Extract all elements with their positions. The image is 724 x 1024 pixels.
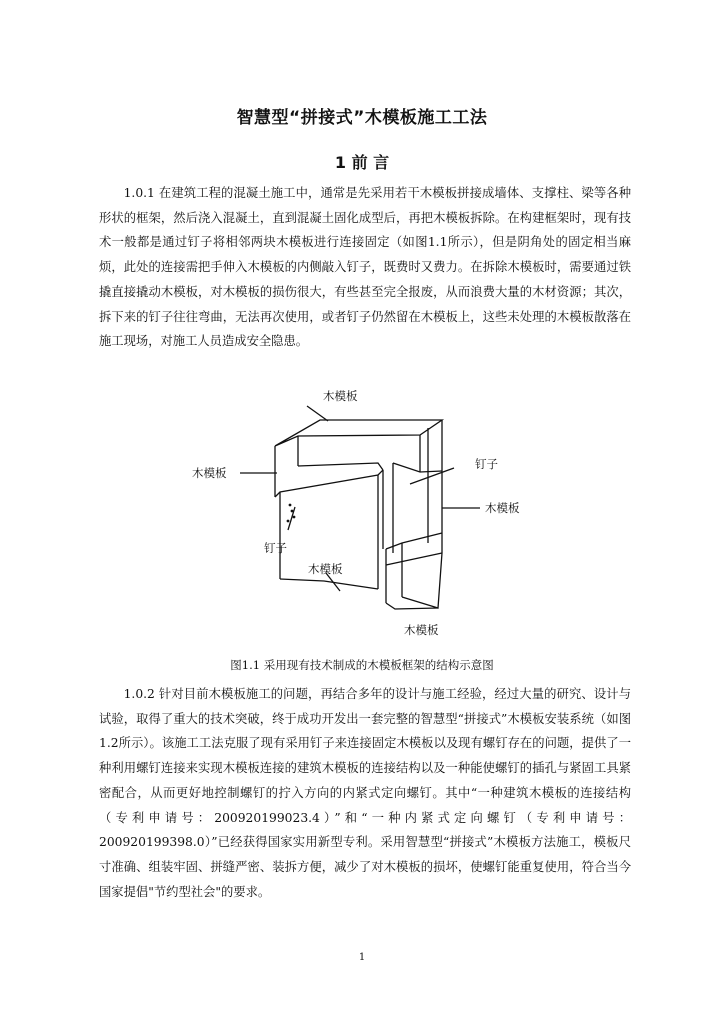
figure-caption: 图1.1 采用现有技术制成的木模板框架的结构示意图	[230, 658, 494, 672]
label-nail-right: 钉子	[475, 457, 498, 471]
label-below-formwork: 木模板	[404, 623, 439, 637]
page-number: 1	[358, 952, 366, 963]
formwork-frame-diagram	[180, 383, 540, 645]
label-right-formwork: 木模板	[485, 501, 520, 515]
formwork-frame-lines	[240, 406, 480, 609]
label-nail-bottom: 钉子	[264, 541, 287, 555]
document-title: 智慧型“拼接式”木模板施工工法	[236, 108, 488, 128]
paragraph-1-0-1: 1.0.1 在建筑工程的混凝土施工中，通常是先采用若干木模板拼接成墙体、支撑柱、梁等各种形状的框架，然后浇入混凝土，直到混凝土固化成型后，再把木模板拆除。在构建框架时，现有技术一般都是通过钉子将相邻两块木模板进行连接固定（如图1.1所示），但是阴角处的固定相当麻烦，此处的连接需把手伸入木模板的内侧敲入钉子，既费时又费力。在拆除木模板时，需要通过铁撬直接撬动木模板，对木模板的损伤很大，有些甚至完全报废，从而浪费大量的木材资源；其次，拆下来的钉子往往弯曲，无法再次使用，或者钉子仍然留在木模板上，这些未处理的木模板散落在施工现场，对施工人员造成安全隐患。	[99, 186, 631, 349]
paragraph-1-0-2: 1.0.2 针对目前木模板施工的问题，再结合多年的设计与施工经验，经过大量的研究、设计与试验，取得了重大的技术突破，终于成功开发出一套完整的智慧型“拼接式”木模板安装系统（如图1.2所示）。该施工工法克服了现有采用钉子来连接固定木模板以及现有螺钉存在的问题，提供了一种利用螺钉连接来实现木模板连接的建筑木模板的连接结构以及一种能使螺钉的插孔与紧固工具紧密配合，从而更好地控制螺钉的拧入方向的内紧式定向螺钉。其中“一种建筑木模板的连接结构（专利申请号：200920199023.4）”和“一种内紧式定向螺钉（专利申请号：200920199398.0）”已经获得国家实用新型专利。采用智慧型“拼接式”木模板方法施工，模板尺寸准确、组装牢固、拼缝严密、装拆方便，减少了对木模板的损坏，使螺钉能重复使用，符合当今国家提倡"节约型社会"的要求。	[99, 687, 631, 899]
label-left-formwork: 木模板	[192, 466, 227, 480]
section-heading: 1 前 言	[334, 153, 390, 172]
label-top-formwork: 木模板	[323, 389, 358, 403]
label-bottom-formwork: 木模板	[308, 562, 343, 576]
figure-1-1	[180, 383, 540, 645]
